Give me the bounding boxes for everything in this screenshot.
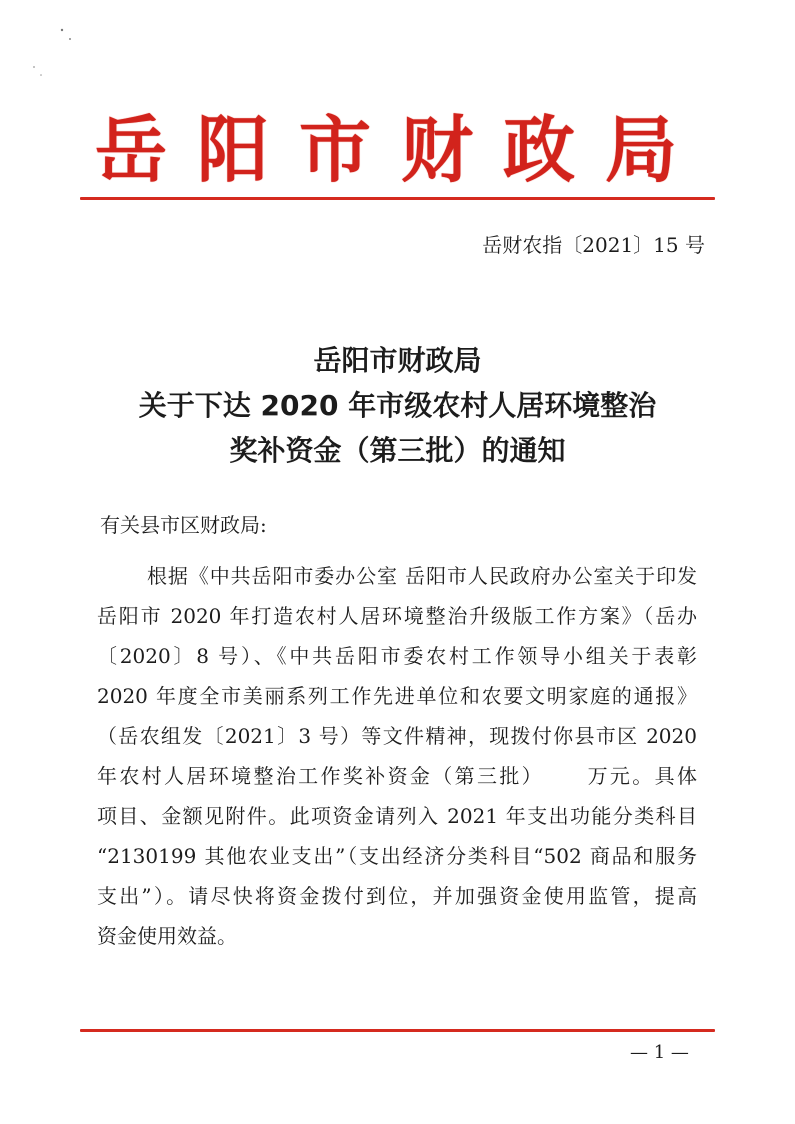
footer-red-rule xyxy=(80,1029,715,1032)
body-line: 岳阳市 2020 年打造农村人居环境整治升级版工作方案》（岳办 xyxy=(97,604,697,628)
document-title xyxy=(80,338,715,473)
body-line: 2020 年度全市美丽系列工作先进单位和农要文明家庭的通报》 xyxy=(97,684,697,708)
body-line: （岳农组发〔2021〕3 号）等文件精神，现拨付你县市区 2020 xyxy=(97,724,697,748)
salutation: 有关县市区财政局: xyxy=(100,513,267,537)
title-line: 关于下达 2020 年市级农村人居环境整治 xyxy=(138,389,657,422)
body-line: 年农村人居环境整治工作奖补资金（第三批） 万元。具体 xyxy=(97,764,697,788)
body-line: 根据《中共岳阳市委办公室 岳阳市人民政府办公室关于印发 xyxy=(147,564,697,588)
page-number: — 1 — xyxy=(630,1042,689,1063)
issuing-authority-header: 岳阳市财政局 xyxy=(95,108,708,192)
title-line: 奖补资金（第三批）的通知 xyxy=(229,434,566,467)
header-red-rule xyxy=(80,197,715,200)
body-line: 支出”）。请尽快将资金拨付到位，并加强资金使用监管，提高 xyxy=(97,884,697,908)
body-line: 资金使用效益。 xyxy=(97,924,237,948)
body-line: 项目、金额见附件。此项资金请列入 2021 年支出功能分类科目 xyxy=(97,804,697,828)
body-line: “2130199 其他农业支出”（支出经济分类科目“502 商品和服务 xyxy=(97,844,697,868)
title-line: 岳阳市财政局 xyxy=(313,344,482,377)
body-line: 〔2020〕8 号）、《中共岳阳市委农村工作领导小组关于表彰 xyxy=(97,644,697,668)
document-number: 岳财农指〔2021〕15 号 xyxy=(482,233,705,257)
body-paragraph xyxy=(97,556,697,956)
